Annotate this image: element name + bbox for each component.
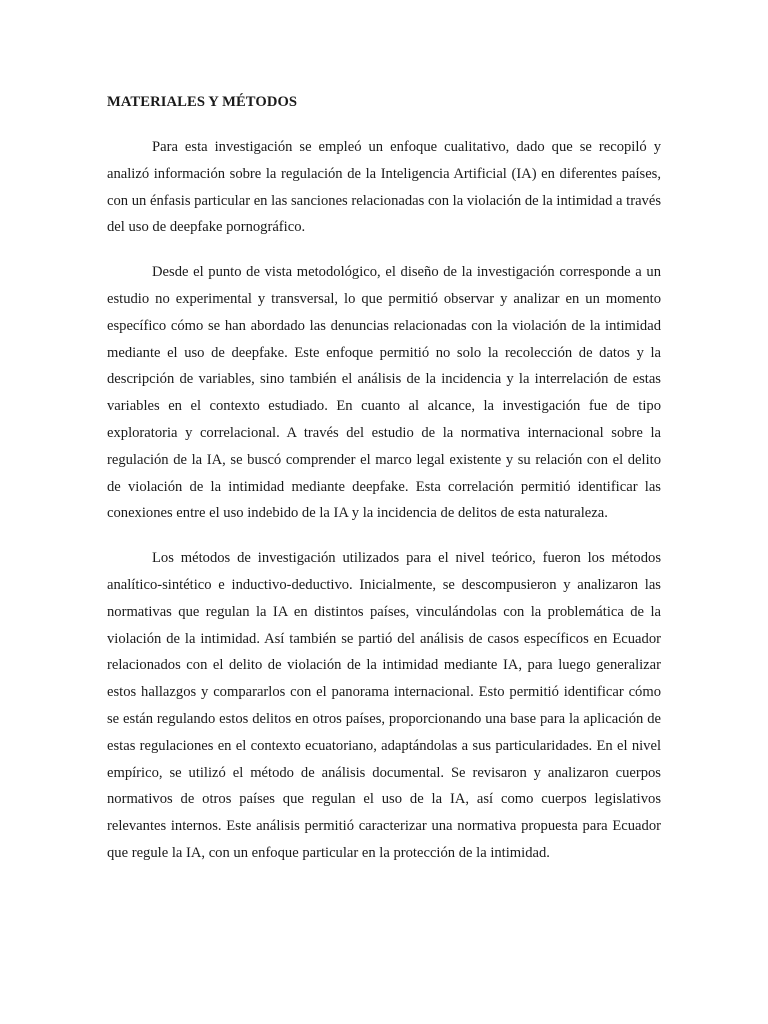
- paragraph-enfoque: Para esta investigación se empleó un enfoque cualitativo, dado que se recopiló y analizó información sobre la regulación de la Inteligencia Artificial (IA) en diferentes países, con un énfasis particular en las sanciones relacionadas con la violación de la intimidad a través del uso de deepfake pornográfico.: [107, 139, 661, 236]
- paragraph-metodos: Los métodos de investigación utilizados para el nivel teórico, fueron los métodos analítico-sintético e inductivo-deductivo. Inicialmente, se descompusieron y analizaron las normativas que regulan la IA en distintos países, vinculándolas con la problemática de la violación de la intimidad. Así también se partió del análisis de casos específicos en Ecuador relacionados con el delito de violación de la intimidad mediante IA, para luego generalizar estos hallazgos y compararlos con el panorama internacional. Esto permitió identificar cómo se están regulando estos delitos en otros países, proporcionando una base para la aplicación de estas regulaciones en el contexto ecuatoriano, adaptándolas a sus particularidades. En el nivel empírico, se utilizó el método de análisis documental. Se revisaron y analizaron cuerpos normativos de otros países que regulan el uso de la IA, así como cuerpos legislativos relevantes internos. Este análisis permitió caracterizar una normativa propuesta para Ecuador que regule la IA, con un enfoque particular en la protección de la intimidad.: [107, 550, 661, 861]
- paragraph-diseno: Desde el punto de vista metodológico, el diseño de la investigación corresponde a un estudio no experimental y transversal, lo que permitió observar y analizar en un momento específico cómo se han abordado las denuncias relacionadas con la violación de la intimidad mediante el uso de deepfake. Este enfoque permitió no solo la recolección de datos y la descripción de variables, sino también el análisis de la incidencia y la interrelación de estas variables en el contexto estudiado. En cuanto al alcance, la investigación fue de tipo exploratoria y correlacional. A través del estudio de la normativa internacional sobre la regulación de la IA, se buscó comprender el marco legal existente y su relación con el delito de violación de la intimidad mediante deepfake. Esta correlación permitió identificar las conexiones entre el uso indebido de la IA y la incidencia de delitos de esta naturaleza.: [107, 264, 661, 522]
- section-heading: MATERIALES Y MÉTODOS: [107, 94, 298, 110]
- document-content: [107, 90, 661, 885]
